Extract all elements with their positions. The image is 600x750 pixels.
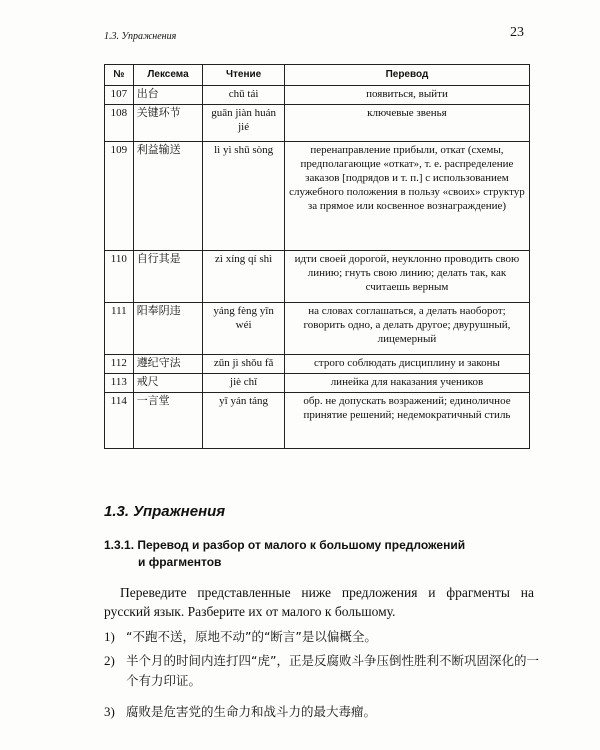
- column-header-reading: Чтение: [203, 65, 285, 86]
- subsection-title-line1: 1.3.1. Перевод и разбор от малого к большому предложений: [104, 538, 466, 552]
- table-row: [105, 251, 530, 303]
- row-lexeme: 自行其是: [133, 251, 203, 303]
- exercise-number: 1): [104, 629, 115, 644]
- running-head: [104, 25, 524, 49]
- row-number: 111: [105, 303, 134, 355]
- table-header-row: [105, 65, 530, 86]
- table-row: [105, 374, 530, 393]
- row-lexeme: 戒尺: [133, 374, 203, 393]
- row-reading: lì yì shū sòng: [203, 142, 285, 251]
- page-number: 23: [510, 25, 524, 40]
- exercise-text: 腐败是危害党的生命力和战斗力的最大毒瘤。: [126, 704, 377, 719]
- row-reading: zì xíng qí shì: [203, 251, 285, 303]
- row-translation: идти своей дорогой, неуклонно проводить свою линию; гнуть свою линию; делать так, как считаешь верным: [284, 251, 529, 303]
- row-translation: линейка для наказания учеников: [284, 374, 529, 393]
- row-lexeme: 利益输送: [133, 142, 203, 251]
- table-row: [105, 86, 530, 105]
- row-translation: ключевые звенья: [284, 105, 529, 142]
- section-title: 1.3. Упражнения: [104, 503, 226, 520]
- table-row: [105, 303, 530, 355]
- row-number: 110: [105, 251, 134, 303]
- row-reading: yī yán táng: [203, 393, 285, 449]
- exercise-item: [104, 702, 544, 722]
- row-number: 109: [105, 142, 134, 251]
- column-header-lexeme: Лексема: [133, 65, 203, 86]
- column-header-translation: Перевод: [284, 65, 529, 86]
- row-number: 107: [105, 86, 134, 105]
- row-lexeme: 遵纪守法: [133, 355, 203, 374]
- row-number: 114: [105, 393, 134, 449]
- exercise-number: 3): [104, 704, 115, 719]
- row-number: 112: [105, 355, 134, 374]
- row-lexeme: 一言堂: [133, 393, 203, 449]
- table-row: [105, 393, 530, 449]
- table-row: [105, 355, 530, 374]
- table-row: [105, 105, 530, 142]
- row-translation: перенаправление прибыли, откат (схемы, предполагающие «откат», т. е. распределение заказов [подрядов и т. п.] с использованием служебного положения в пользу «своих» структур за прямое или косвенное вознаграждение): [284, 142, 529, 251]
- column-header-number: №: [105, 65, 134, 86]
- vocabulary-table: [104, 64, 530, 449]
- row-lexeme: 阳奉阴违: [133, 303, 203, 355]
- row-reading: guān jiàn huán jié: [203, 105, 285, 142]
- subsection-title: [104, 537, 534, 571]
- row-reading: zūn jì shǒu fǎ: [203, 355, 285, 374]
- exercise-item: [104, 627, 544, 647]
- row-translation: обр. не допускать возражений; единоличное принятие решений; недемократичный стиль: [284, 393, 529, 449]
- exercise-text: 半个月的时间内连打四“虎”，正是反腐败斗争压倒性胜利不断巩固深化的一个有力印证。: [126, 653, 539, 688]
- row-reading: jiè chǐ: [203, 374, 285, 393]
- row-number: 108: [105, 105, 134, 142]
- row-reading: yáng fèng yīn wéi: [203, 303, 285, 355]
- running-title: 1.3. Упражнения: [104, 31, 177, 42]
- row-reading: chū tái: [203, 86, 285, 105]
- exercise-number: 2): [104, 653, 115, 668]
- table-row: [105, 142, 530, 251]
- row-lexeme: 关键环节: [133, 105, 203, 142]
- row-translation: появиться, выйти: [284, 86, 529, 105]
- row-translation: строго соблюдать дисциплину и законы: [284, 355, 529, 374]
- row-number: 113: [105, 374, 134, 393]
- subsection-title-line2: и фрагментов: [138, 555, 222, 569]
- exercise-instructions: Переведите представленные ниже предложения и фрагменты на русский язык. Разберите их от малого к большому.: [104, 585, 534, 619]
- exercise-item: [104, 651, 544, 691]
- row-lexeme: 出台: [133, 86, 203, 105]
- exercise-text: “不跑不送，原地不动”的“断言”是以偏概全。: [126, 629, 377, 644]
- row-translation: на словах соглашаться, а делать наоборот; говорить одно, а делать другое; двурушный, лицемерный: [284, 303, 529, 355]
